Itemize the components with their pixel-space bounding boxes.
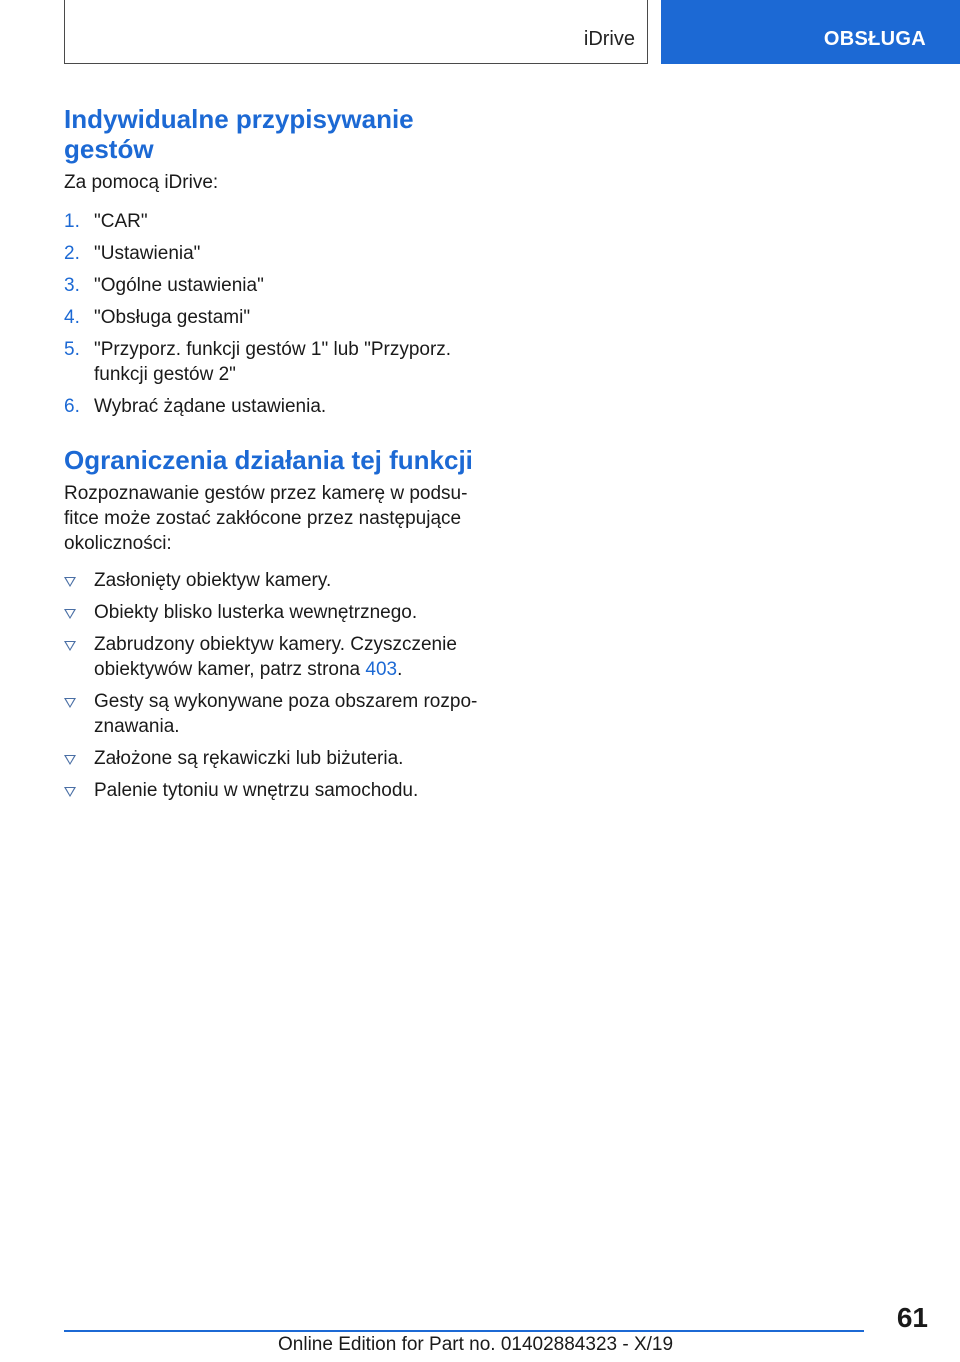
list-item bbox=[64, 600, 484, 625]
bullets-list bbox=[64, 568, 484, 803]
step-number: 1. bbox=[64, 211, 80, 232]
bullet-text-end: . bbox=[397, 659, 403, 680]
section-title-gestures: Indywidualne przypisywanie gestów bbox=[64, 104, 414, 164]
triangle-bullet-icon bbox=[64, 755, 76, 765]
list-item bbox=[64, 746, 484, 771]
list-item bbox=[64, 778, 484, 803]
bullet-text: Gesty są wykonywane poza obszarem rozpoznawania. bbox=[94, 691, 478, 737]
main-content bbox=[64, 104, 484, 810]
step-number: 3. bbox=[64, 275, 80, 296]
page-number: 61 bbox=[896, 1302, 928, 1333]
header-section-label: iDrive bbox=[583, 28, 635, 50]
list-item bbox=[64, 273, 484, 298]
footer-edition: Online Edition for Part no. 01402884323 - X/19 bbox=[278, 1334, 674, 1355]
step-text: "CAR" bbox=[94, 211, 148, 232]
page-reference-link[interactable]: 403 bbox=[365, 659, 398, 680]
step-text: "Ustawienia" bbox=[94, 243, 201, 264]
list-item bbox=[64, 241, 484, 266]
step-text: "Obsługa gestami" bbox=[94, 307, 251, 328]
step-text: Wybrać żądane ustawienia. bbox=[94, 396, 327, 417]
step-number: 6. bbox=[64, 396, 80, 417]
triangle-bullet-icon bbox=[64, 641, 76, 651]
footer-divider bbox=[64, 1330, 864, 1332]
section-intro: Rozpoznawanie gestów przez kamerę w podsufitce może zostać zakłócone przez następujące okoliczności: bbox=[64, 483, 468, 554]
list-item bbox=[64, 209, 484, 234]
triangle-bullet-icon bbox=[64, 577, 76, 587]
step-number: 2. bbox=[64, 243, 80, 264]
section-title-limitations: Ograniczenia działania tej funkcji bbox=[64, 445, 473, 475]
step-text: "Ogólne ustawienia" bbox=[94, 275, 264, 296]
list-item bbox=[64, 337, 484, 387]
triangle-bullet-icon bbox=[64, 609, 76, 619]
bullet-text: Zabrudzony obiektyw kamery. Czyszczenie obiektywów kamer, patrz strona bbox=[94, 634, 457, 680]
triangle-bullet-icon bbox=[64, 698, 76, 708]
header-chapter-label: OBSŁUGA bbox=[823, 28, 926, 50]
step-number: 4. bbox=[64, 307, 80, 328]
list-item bbox=[64, 394, 484, 419]
triangle-bullet-icon bbox=[64, 787, 76, 797]
list-item bbox=[64, 632, 484, 682]
bullet-text: Założone są rękawiczki lub biżuteria. bbox=[94, 748, 404, 769]
step-number: 5. bbox=[64, 339, 80, 360]
section-intro: Za pomocą iDrive: bbox=[64, 172, 219, 193]
header-chapter-tab bbox=[661, 0, 960, 64]
header-section-box bbox=[64, 0, 648, 64]
step-text: "Przyporz. funkcji gestów 1" lub "Przyporz. funkcji gestów 2" bbox=[94, 339, 452, 385]
bullet-text: Obiekty blisko lusterka wewnętrznego. bbox=[94, 602, 418, 623]
bullet-text: Palenie tytoniu w wnętrzu samochodu. bbox=[94, 780, 419, 801]
list-item bbox=[64, 305, 484, 330]
bullet-text: Zasłonięty obiektyw kamery. bbox=[94, 570, 332, 591]
list-item bbox=[64, 568, 484, 593]
list-item bbox=[64, 689, 484, 739]
steps-list bbox=[64, 209, 484, 419]
